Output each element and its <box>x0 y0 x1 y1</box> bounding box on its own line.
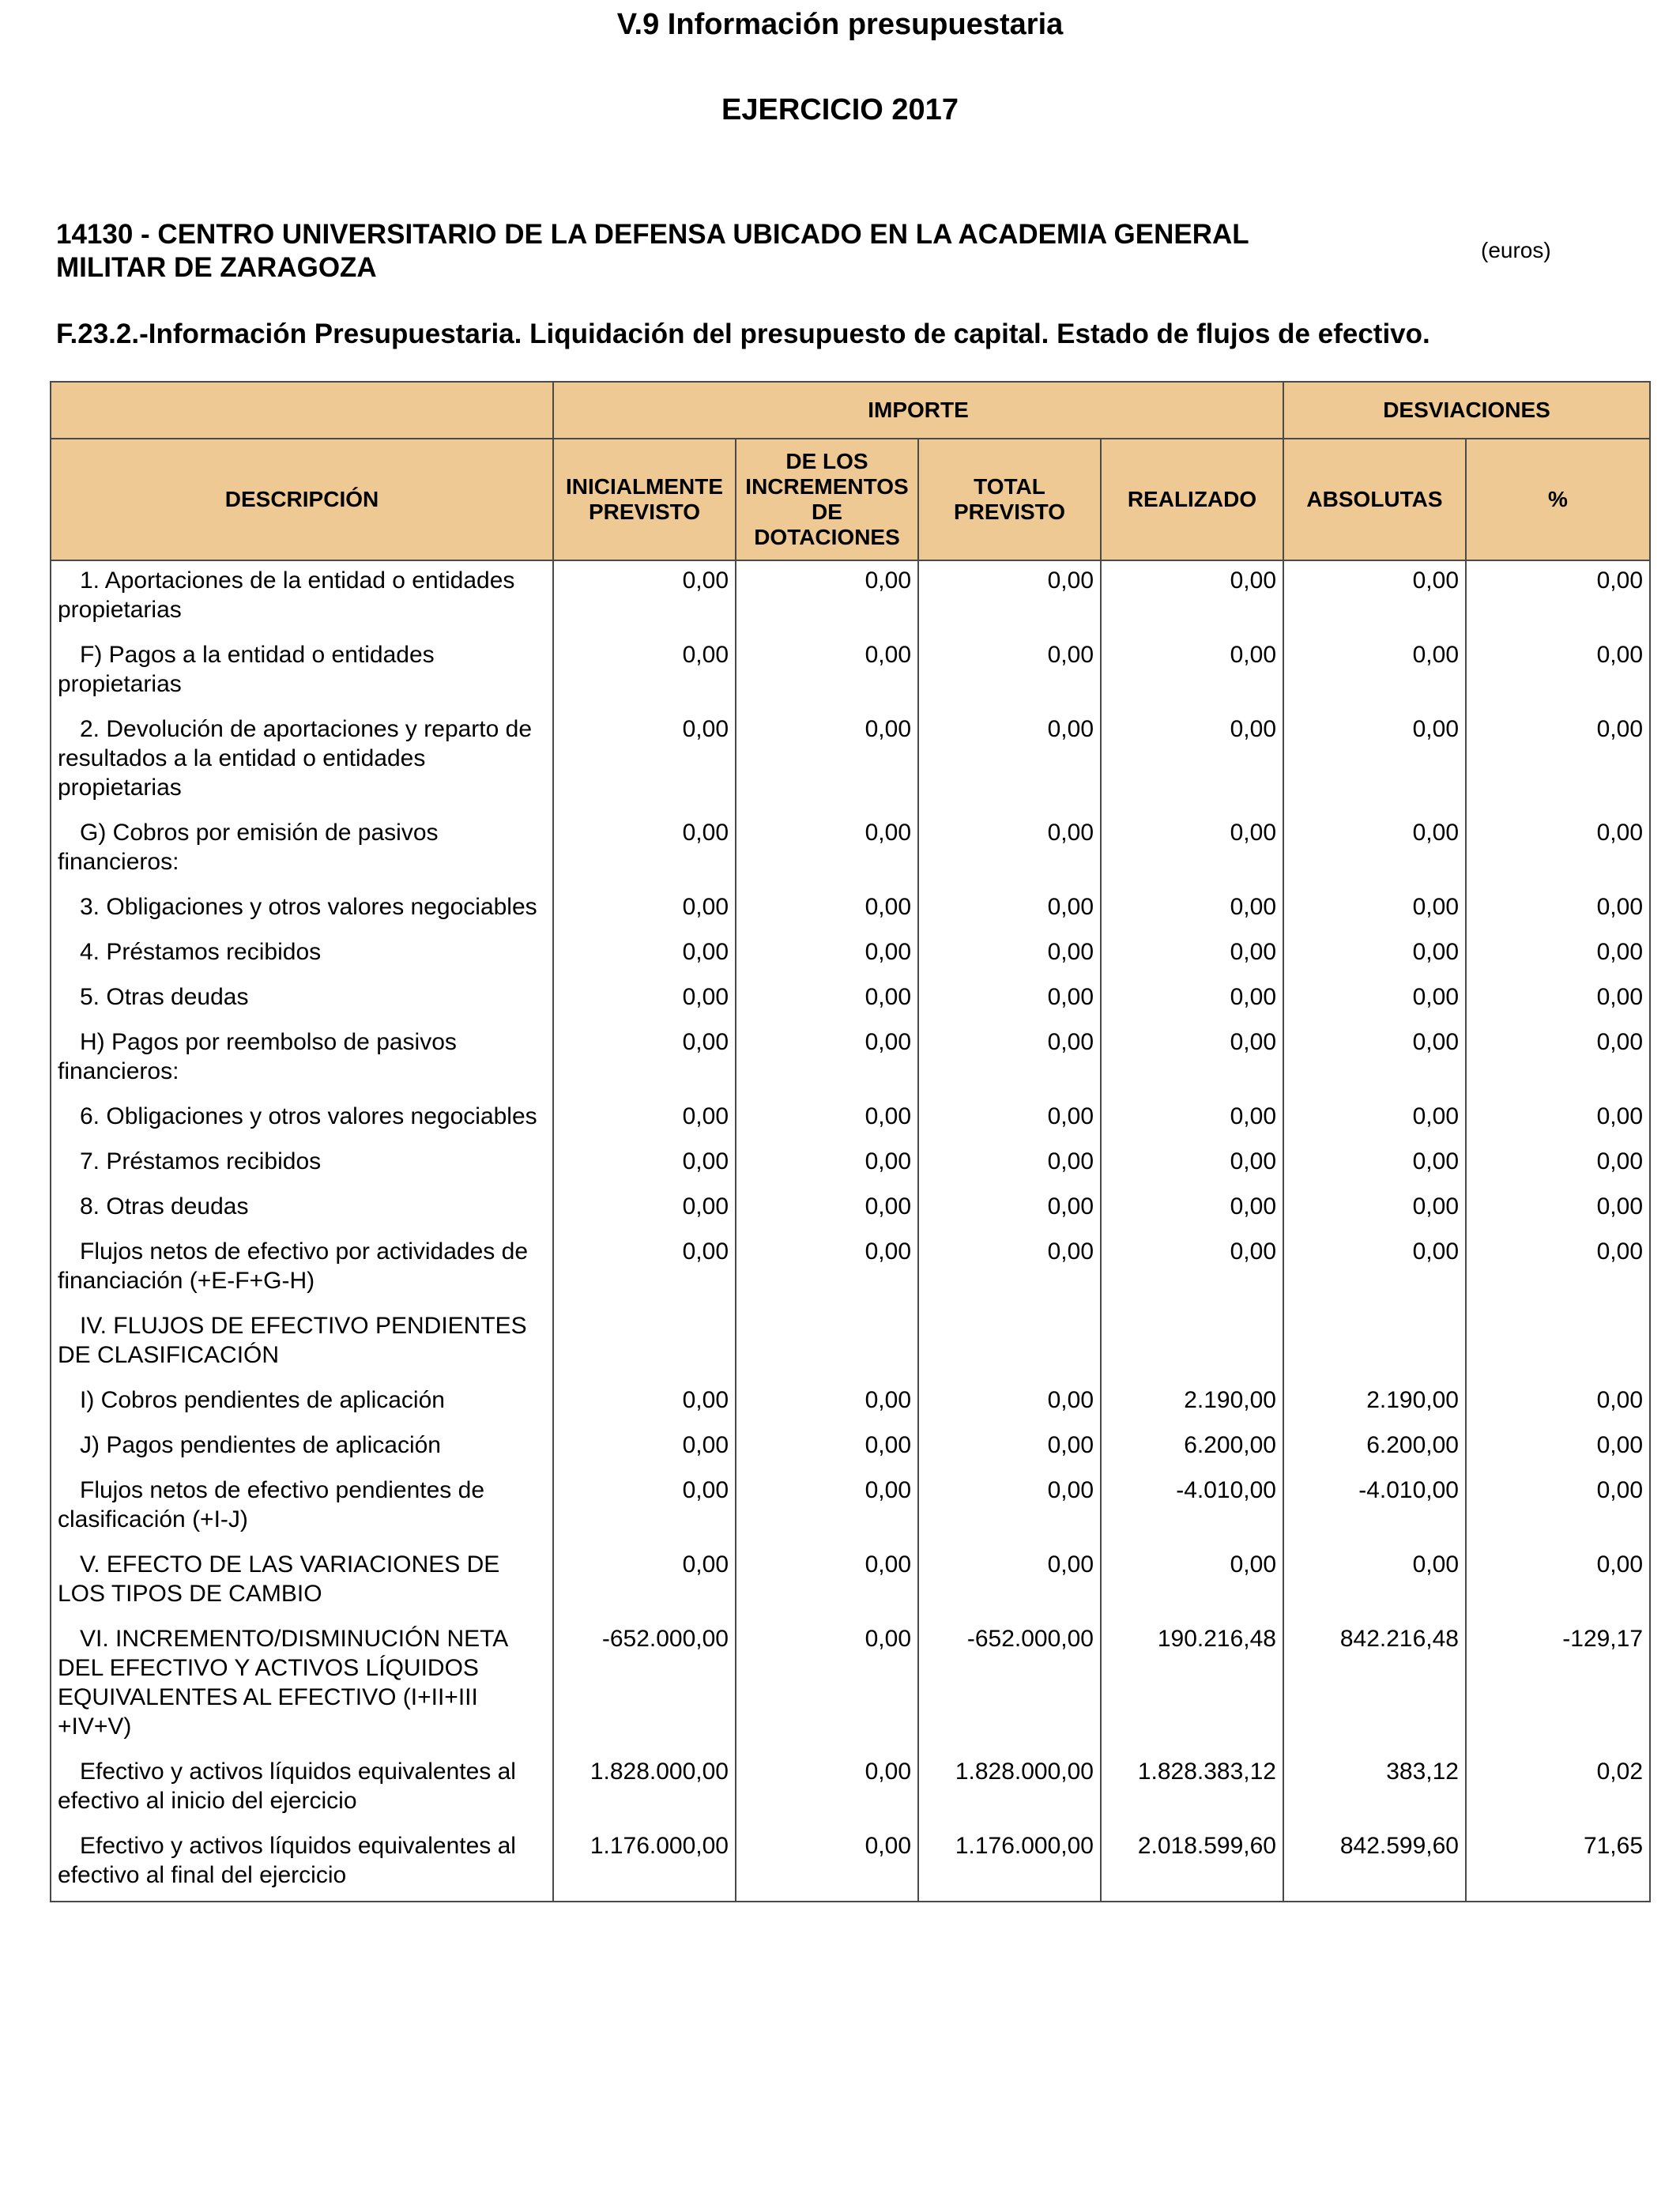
cell-inicialmente-previsto: 0,00 <box>553 933 736 978</box>
table-row <box>51 560 1650 635</box>
cell-incrementos-dotaciones <box>736 1306 918 1381</box>
cell-absolutas <box>1283 1306 1466 1381</box>
cell-incrementos-dotaciones: 0,00 <box>736 1232 918 1306</box>
cell-realizado: 2.018.599,60 <box>1101 1826 1283 1902</box>
cell-porcentaje: 0,00 <box>1466 1232 1650 1306</box>
header-realizado: REALIZADO <box>1101 439 1283 560</box>
table-row <box>51 1826 1650 1902</box>
cell-incrementos-dotaciones: 0,00 <box>736 1619 918 1752</box>
table-row <box>51 1426 1650 1471</box>
cell-descripcion: 1. Aportaciones de la entidad o entidades propietarias <box>51 560 553 635</box>
cell-inicialmente-previsto: 1.176.000,00 <box>553 1826 736 1902</box>
cell-realizado: 0,00 <box>1101 1187 1283 1232</box>
cell-inicialmente-previsto: 0,00 <box>553 1023 736 1097</box>
header-total-previsto: TOTAL PREVISTO <box>918 439 1101 560</box>
cell-inicialmente-previsto: 0,00 <box>553 888 736 933</box>
cell-total-previsto <box>918 1306 1101 1381</box>
cell-incrementos-dotaciones: 0,00 <box>736 1023 918 1097</box>
table-row <box>51 1471 1650 1545</box>
cell-total-previsto: 0,00 <box>918 635 1101 710</box>
cell-inicialmente-previsto: 0,00 <box>553 1381 736 1426</box>
cell-absolutas: 383,12 <box>1283 1752 1466 1826</box>
cell-incrementos-dotaciones: 0,00 <box>736 933 918 978</box>
cell-total-previsto: 0,00 <box>918 1426 1101 1471</box>
table-header <box>51 382 1650 560</box>
table-row <box>51 1619 1650 1752</box>
cell-incrementos-dotaciones: 0,00 <box>736 1826 918 1902</box>
cell-porcentaje <box>1466 1306 1650 1381</box>
cell-incrementos-dotaciones: 0,00 <box>736 1097 918 1142</box>
cell-realizado: 1.828.383,12 <box>1101 1752 1283 1826</box>
cell-porcentaje: 0,00 <box>1466 813 1650 888</box>
units-label: (euros) <box>1481 238 1551 262</box>
header-spacer <box>51 382 553 439</box>
cell-absolutas: 842.216,48 <box>1283 1619 1466 1752</box>
table-row <box>51 888 1650 933</box>
cell-descripcion: I) Cobros pendientes de aplicación <box>51 1381 553 1426</box>
cell-realizado: 0,00 <box>1101 1142 1283 1187</box>
table-row <box>51 1752 1650 1826</box>
cell-descripcion: 7. Préstamos recibidos <box>51 1142 553 1187</box>
cell-porcentaje: 0,00 <box>1466 1187 1650 1232</box>
cell-absolutas: 0,00 <box>1283 635 1466 710</box>
cell-porcentaje: 0,00 <box>1466 710 1650 813</box>
table-row <box>51 1545 1650 1619</box>
cell-realizado: 0,00 <box>1101 1545 1283 1619</box>
cell-total-previsto: 0,00 <box>918 813 1101 888</box>
cell-inicialmente-previsto: 0,00 <box>553 635 736 710</box>
cell-descripcion: 6. Obligaciones y otros valores negociables <box>51 1097 553 1142</box>
cell-realizado: 0,00 <box>1101 1023 1283 1097</box>
header-porcentaje: % <box>1466 439 1650 560</box>
table-row <box>51 635 1650 710</box>
cell-total-previsto: 0,00 <box>918 1142 1101 1187</box>
cell-incrementos-dotaciones: 0,00 <box>736 978 918 1023</box>
cell-total-previsto: 1.828.000,00 <box>918 1752 1101 1826</box>
cell-incrementos-dotaciones: 0,00 <box>736 888 918 933</box>
cell-descripcion: G) Cobros por emisión de pasivos financieros: <box>51 813 553 888</box>
table-row <box>51 1142 1650 1187</box>
entity-title: 14130 - CENTRO UNIVERSITARIO DE LA DEFENSA UBICADO EN LA ACADEMIA GENERAL MILITAR DE ZARAGOZA <box>56 219 1249 283</box>
cell-realizado: 0,00 <box>1101 933 1283 978</box>
cell-inicialmente-previsto: 0,00 <box>553 1097 736 1142</box>
header-inicialmente-previsto: INICIALMENTE PREVISTO <box>553 439 736 560</box>
cell-absolutas: 0,00 <box>1283 1142 1466 1187</box>
cell-absolutas: 2.190,00 <box>1283 1381 1466 1426</box>
cell-porcentaje: 0,00 <box>1466 1097 1650 1142</box>
cell-absolutas: 0,00 <box>1283 1187 1466 1232</box>
cell-realizado: 0,00 <box>1101 888 1283 933</box>
cell-total-previsto: 0,00 <box>918 1097 1101 1142</box>
cell-absolutas: 0,00 <box>1283 1232 1466 1306</box>
cell-realizado <box>1101 1306 1283 1381</box>
header-group-desviaciones: DESVIACIONES <box>1283 382 1650 439</box>
fiscal-year-title: EJERCICIO 2017 <box>721 93 959 126</box>
cell-descripcion: V. EFECTO DE LAS VARIACIONES DE LOS TIPOS DE CAMBIO <box>51 1545 553 1619</box>
cell-absolutas: 0,00 <box>1283 1097 1466 1142</box>
cell-descripcion: 4. Préstamos recibidos <box>51 933 553 978</box>
cell-absolutas: 0,00 <box>1283 933 1466 978</box>
cell-porcentaje: 0,00 <box>1466 1545 1650 1619</box>
cell-descripcion: Efectivo y activos líquidos equivalentes al efectivo al final del ejercicio <box>51 1826 553 1902</box>
cell-descripcion: H) Pagos por reembolso de pasivos financieros: <box>51 1023 553 1097</box>
table-row <box>51 978 1650 1023</box>
budget-table <box>50 381 1651 1902</box>
cell-descripcion: Flujos netos de efectivo pendientes de clasificación (+I-J) <box>51 1471 553 1545</box>
cell-total-previsto: 0,00 <box>918 978 1101 1023</box>
cell-porcentaje: 71,65 <box>1466 1826 1650 1902</box>
cell-incrementos-dotaciones: 0,00 <box>736 1545 918 1619</box>
cell-absolutas: 0,00 <box>1283 888 1466 933</box>
cell-porcentaje: 0,00 <box>1466 1471 1650 1545</box>
cell-porcentaje: 0,00 <box>1466 933 1650 978</box>
table-row <box>51 1232 1650 1306</box>
cell-inicialmente-previsto: 0,00 <box>553 1232 736 1306</box>
cell-incrementos-dotaciones: 0,00 <box>736 1381 918 1426</box>
cell-incrementos-dotaciones: 0,00 <box>736 560 918 635</box>
header-absolutas: ABSOLUTAS <box>1283 439 1466 560</box>
table-row <box>51 933 1650 978</box>
cell-descripcion: J) Pagos pendientes de aplicación <box>51 1426 553 1471</box>
cell-descripcion: 5. Otras deudas <box>51 978 553 1023</box>
cell-realizado: 2.190,00 <box>1101 1381 1283 1426</box>
cell-incrementos-dotaciones: 0,00 <box>736 635 918 710</box>
cell-absolutas: 0,00 <box>1283 560 1466 635</box>
cell-total-previsto: 1.176.000,00 <box>918 1826 1101 1902</box>
cell-realizado: 0,00 <box>1101 1097 1283 1142</box>
header-incrementos-dotaciones: DE LOS INCREMENTOS DE DOTACIONES <box>736 439 918 560</box>
cell-realizado: 0,00 <box>1101 635 1283 710</box>
cell-total-previsto: 0,00 <box>918 933 1101 978</box>
cell-total-previsto: -652.000,00 <box>918 1619 1101 1752</box>
cell-descripcion: F) Pagos a la entidad o entidades propietarias <box>51 635 553 710</box>
cell-porcentaje: 0,02 <box>1466 1752 1650 1826</box>
cell-absolutas: 0,00 <box>1283 710 1466 813</box>
cell-total-previsto: 0,00 <box>918 710 1101 813</box>
cell-realizado: 0,00 <box>1101 1232 1283 1306</box>
cell-incrementos-dotaciones: 0,00 <box>736 1752 918 1826</box>
cell-porcentaje: 0,00 <box>1466 635 1650 710</box>
table-row <box>51 1097 1650 1142</box>
cell-absolutas: -4.010,00 <box>1283 1471 1466 1545</box>
cell-incrementos-dotaciones: 0,00 <box>736 1187 918 1232</box>
cell-absolutas: 842.599,60 <box>1283 1826 1466 1902</box>
cell-realizado: 6.200,00 <box>1101 1426 1283 1471</box>
cell-descripcion: IV. FLUJOS DE EFECTIVO PENDIENTES DE CLASIFICACIÓN <box>51 1306 553 1381</box>
cell-porcentaje: -129,17 <box>1466 1619 1650 1752</box>
cell-inicialmente-previsto: 0,00 <box>553 1187 736 1232</box>
table-row <box>51 1023 1650 1097</box>
cell-inicialmente-previsto: 1.828.000,00 <box>553 1752 736 1826</box>
table-row <box>51 813 1650 888</box>
cell-descripcion: 3. Obligaciones y otros valores negociables <box>51 888 553 933</box>
table-body <box>51 560 1650 1902</box>
cell-total-previsto: 0,00 <box>918 1381 1101 1426</box>
cell-realizado: 0,00 <box>1101 978 1283 1023</box>
cell-total-previsto: 0,00 <box>918 1232 1101 1306</box>
cell-absolutas: 0,00 <box>1283 1023 1466 1097</box>
cell-absolutas: 6.200,00 <box>1283 1426 1466 1471</box>
cell-descripcion: 8. Otras deudas <box>51 1187 553 1232</box>
cell-inicialmente-previsto: 0,00 <box>553 1471 736 1545</box>
cell-total-previsto: 0,00 <box>918 1545 1101 1619</box>
cell-incrementos-dotaciones: 0,00 <box>736 813 918 888</box>
cell-porcentaje: 0,00 <box>1466 1381 1650 1426</box>
cell-porcentaje: 0,00 <box>1466 1426 1650 1471</box>
page-title: V.9 Información presupuestaria <box>616 8 1064 41</box>
cell-porcentaje: 0,00 <box>1466 1142 1650 1187</box>
cell-porcentaje: 0,00 <box>1466 888 1650 933</box>
cell-inicialmente-previsto <box>553 1306 736 1381</box>
cell-inicialmente-previsto: 0,00 <box>553 710 736 813</box>
cell-porcentaje: 0,00 <box>1466 978 1650 1023</box>
table-row <box>51 1306 1650 1381</box>
header-group-importe: IMPORTE <box>553 382 1283 439</box>
cell-inicialmente-previsto: 0,00 <box>553 1142 736 1187</box>
cell-total-previsto: 0,00 <box>918 1023 1101 1097</box>
cell-absolutas: 0,00 <box>1283 1545 1466 1619</box>
table-row <box>51 1187 1650 1232</box>
cell-realizado: 190.216,48 <box>1101 1619 1283 1752</box>
cell-incrementos-dotaciones: 0,00 <box>736 710 918 813</box>
cell-descripcion: 2. Devolución de aportaciones y reparto de resultados a la entidad o entidades propietarias <box>51 710 553 813</box>
cell-porcentaje: 0,00 <box>1466 560 1650 635</box>
cell-realizado: 0,00 <box>1101 560 1283 635</box>
cell-incrementos-dotaciones: 0,00 <box>736 1471 918 1545</box>
cell-total-previsto: 0,00 <box>918 560 1101 635</box>
cell-absolutas: 0,00 <box>1283 978 1466 1023</box>
cell-total-previsto: 0,00 <box>918 888 1101 933</box>
cell-absolutas: 0,00 <box>1283 813 1466 888</box>
cell-incrementos-dotaciones: 0,00 <box>736 1426 918 1471</box>
cell-total-previsto: 0,00 <box>918 1471 1101 1545</box>
cell-inicialmente-previsto: -652.000,00 <box>553 1619 736 1752</box>
cell-porcentaje: 0,00 <box>1466 1023 1650 1097</box>
cell-inicialmente-previsto: 0,00 <box>553 1545 736 1619</box>
cell-realizado: 0,00 <box>1101 813 1283 888</box>
cell-realizado: -4.010,00 <box>1101 1471 1283 1545</box>
cell-inicialmente-previsto: 0,00 <box>553 813 736 888</box>
section-title: F.23.2.-Información Presupuestaria. Liquidación del presupuesto de capital. Estado de flujos de efectivo. <box>56 319 1430 349</box>
cell-inicialmente-previsto: 0,00 <box>553 1426 736 1471</box>
table-row <box>51 1381 1650 1426</box>
cell-inicialmente-previsto: 0,00 <box>553 560 736 635</box>
cell-inicialmente-previsto: 0,00 <box>553 978 736 1023</box>
table-row <box>51 710 1650 813</box>
cell-descripcion: Flujos netos de efectivo por actividades de financiación (+E-F+G-H) <box>51 1232 553 1306</box>
cell-realizado: 0,00 <box>1101 710 1283 813</box>
cell-descripcion: Efectivo y activos líquidos equivalentes al efectivo al inicio del ejercicio <box>51 1752 553 1826</box>
header-descripcion: DESCRIPCIÓN <box>51 439 553 560</box>
cell-total-previsto: 0,00 <box>918 1187 1101 1232</box>
cell-incrementos-dotaciones: 0,00 <box>736 1142 918 1187</box>
cell-descripcion: VI. INCREMENTO/DISMINUCIÓN NETA DEL EFECTIVO Y ACTIVOS LÍQUIDOS EQUIVALENTES AL EFECTIVO (I+II+III +IV+V) <box>51 1619 553 1752</box>
